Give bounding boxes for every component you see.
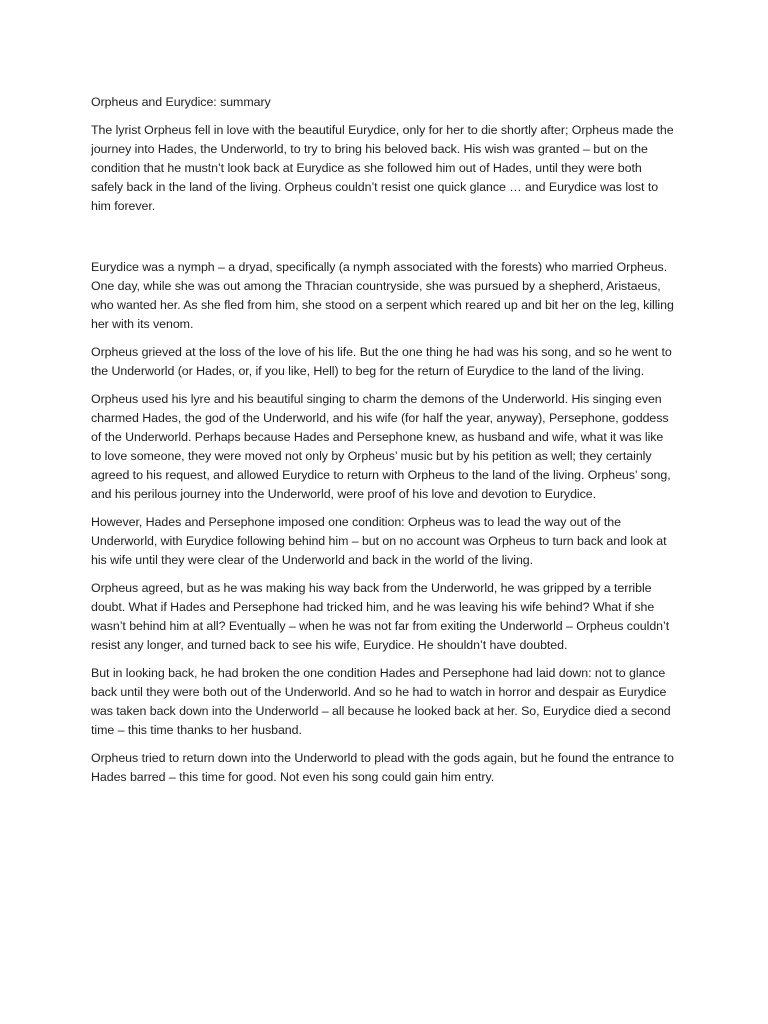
document-title: Orpheus and Eurydice: summary [91, 95, 271, 109]
paragraph-orpheus-grieved: Orpheus grieved at the loss of the love of his life. But the one thing he had was his song, and so he went to the Underworld (or Hades, or, if you like, Hell) to beg for the return of Eurydice to the land of the living. [91, 345, 672, 378]
paragraph-eurydice-nymph: Eurydice was a nymph – a dryad, specifically (a nymph associated with the forests) who married Orpheus. One day, while she was out among the Thracian countryside, she was pursued by a shepherd, Aristaeus, who wanted her. As she fled from him, she stood on a serpent which reared up and bit her on the leg, killing her with its venom. [91, 260, 674, 331]
paragraph-return-barred: Orpheus tried to return down into the Underworld to plead with the gods again, but he found the entrance to Hades barred – this time for good. Not even his song could gain him entry. [91, 751, 674, 784]
paragraph-condition: However, Hades and Persephone imposed one condition: Orpheus was to lead the way out of the Underworld, with Eurydice following behind him – but on no account was Orpheus to turn back and look at his wife until they were clear of the Underworld and back in the world of the living. [91, 515, 667, 567]
paragraph-looking-back: But in looking back, he had broken the one condition Hades and Persephone had laid down: not to glance back until they were both out of the Underworld. And so he had to watch in horror and despair as Eurydice was taken back down into the Underworld – all because he looked back at her. So, Eurydice died a second time – this time thanks to her husband. [91, 666, 671, 737]
paragraph-orpheus-lyre: Orpheus used his lyre and his beautiful singing to charm the demons of the Underworld. His singing even charmed Hades, the god of the Underworld, and his wife (for half the year, anyway), Persephone, goddess of the Underworld. Perhaps because Hades and Persephone knew, as husband and wife, what it was like to love someone, they were moved not only by Orpheus’ music but by his petition as well; they certainly agreed to his request, and allowed Eurydice to return with Orpheus to the land of the living. Orpheus’ song, and his perilous journey into the Underworld, were proof of his love and devotion to Eurydice. [91, 392, 671, 501]
document-body [91, 93, 676, 796]
paragraph-doubt: Orpheus agreed, but as he was making his way back from the Underworld, he was gripped by a terrible doubt. What if Hades and Persephone had tricked him, and he was leaving his wife behind? What if she wasn’t behind him at all? Eventually – when he was not far from exiting the Underworld – Orpheus couldn’t resist any longer, and turned back to see his wife, Eurydice. He shouldn’t have doubted. [91, 581, 670, 652]
paragraph-summary: The lyrist Orpheus fell in love with the beautiful Eurydice, only for her to die shortly after; Orpheus made the journey into Hades, the Underworld, to try to bring his beloved back. His wish was granted – but on the condition that he mustn’t look back at Eurydice as she followed him out of Hades, until they were both safely back in the land of the living. Orpheus couldn’t resist one quick glance … and Eurydice was lost to him forever. [91, 123, 674, 213]
